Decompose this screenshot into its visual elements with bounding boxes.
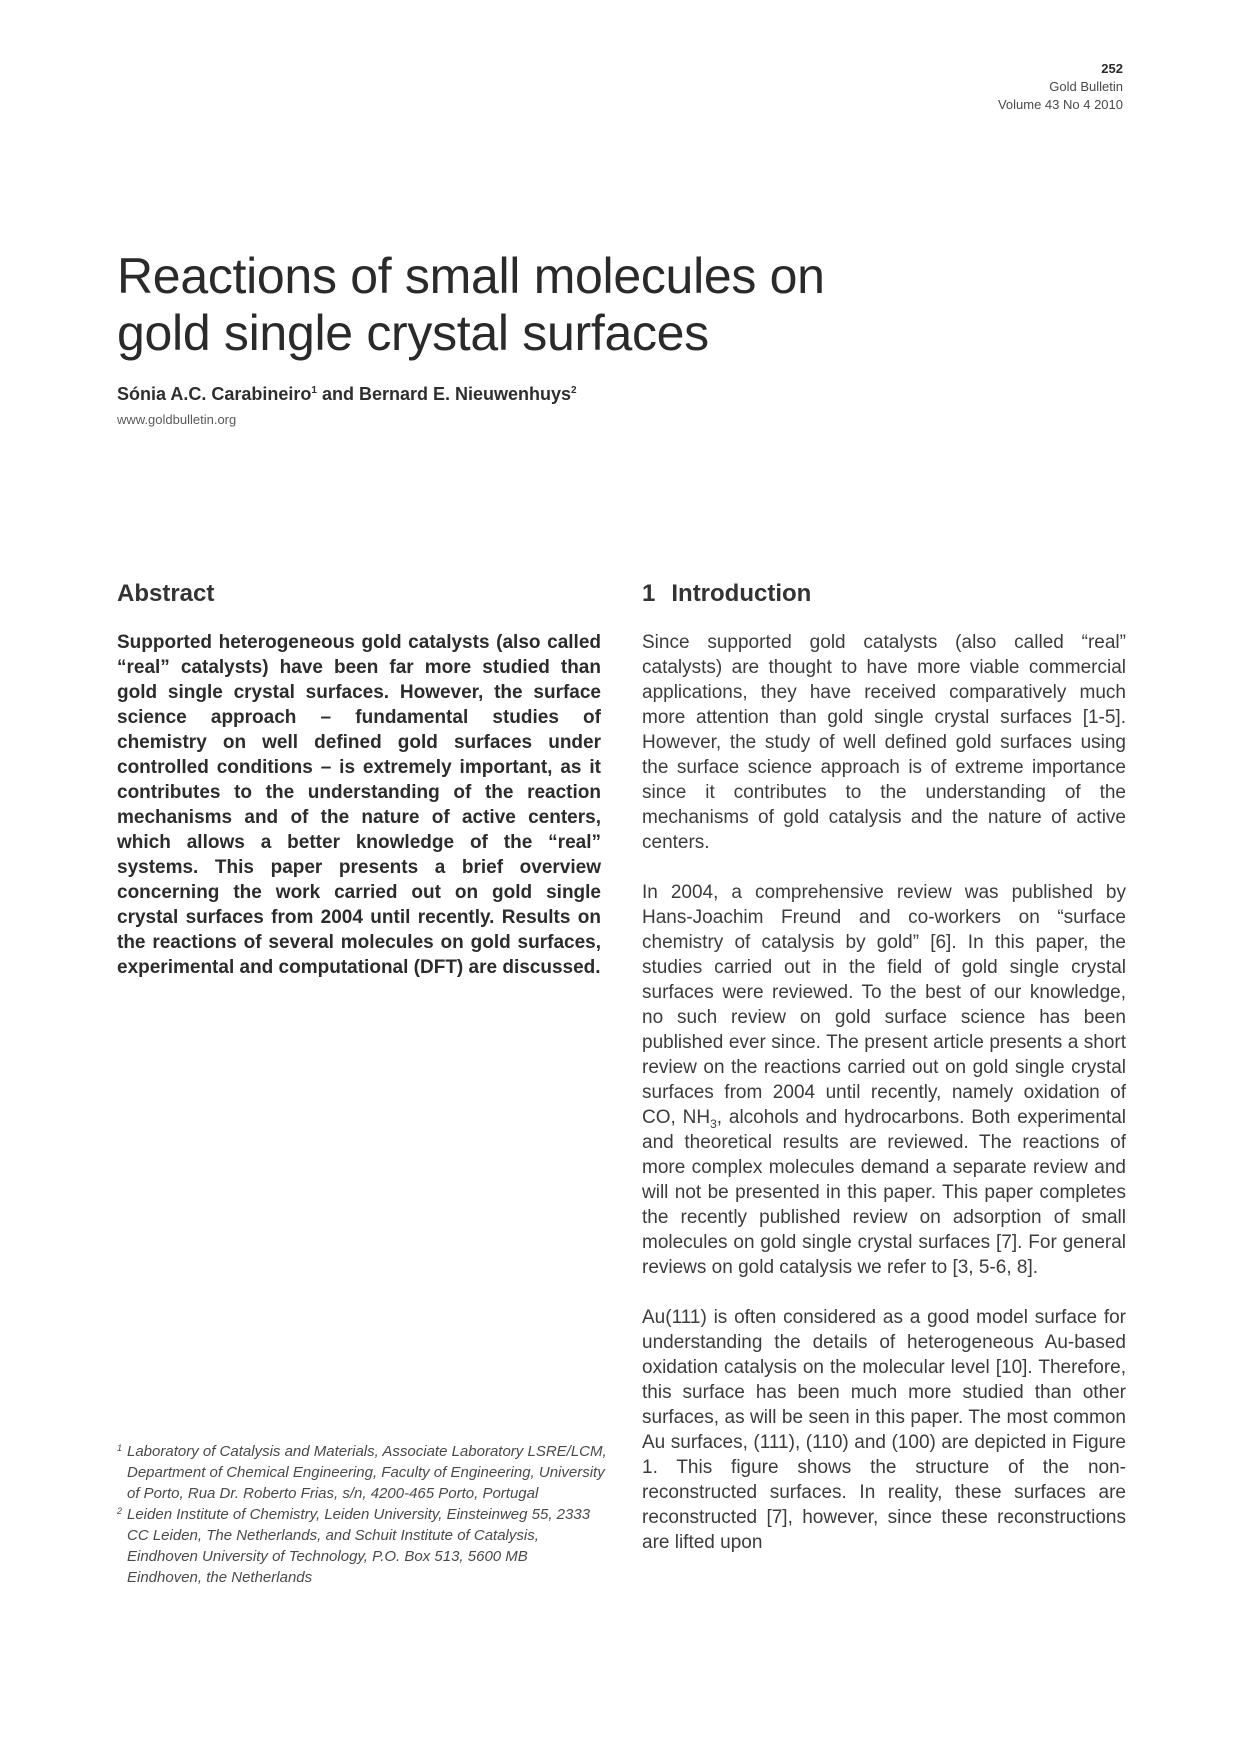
author-1-affiliation-mark: 1 [311,385,317,396]
introduction-body [642,630,1126,1580]
article-title-line-2: gold single crystal surfaces [117,305,709,361]
footnote-2-text: Leiden Institute of Chemistry, Leiden University, Einsteinweg 55, 2333 CC Leiden, The Netherlands, and Schuit Institute of Catalysis, Eindhoven University of Technology, P.O. Box 513, 5600 MB Eindhoven, the Netherlands [127,1506,591,1586]
abstract-heading: Abstract [117,580,215,607]
section-number: 1 [642,580,656,607]
article-title-line-1: Reactions of small molecules on [117,248,825,304]
intro-paragraph-2-text-a: In 2004, a comprehensive review was published by Hans-Joachim Freund and co-workers on “surface chemistry of catalysis by gold” [6]. In this paper, the studies carried out in the field of gold single crystal surfaces were reviewed. To the best of our knowledge, no such review on gold surface science has been published ever since. The present article presents a short review on the reactions carried out on gold single crystal surfaces from 2004 until recently, namely oxidation of CO, NH [642,882,1126,1128]
section-title: Introduction [671,580,812,607]
journal-issue: Volume 43 No 4 2010 [997,97,1123,112]
author-2: Bernard E. Nieuwenhuys [358,384,572,404]
running-header [998,60,1123,114]
article-title [117,248,937,362]
footnote-2-mark: 2 [117,1506,123,1516]
intro-paragraph-3: Au(111) is often considered as a good model surface for understanding the details of heterogeneous Au-based oxidation catalysis on the molecular level [10]. Therefore, this surface has been much more studied than other surfaces, as will be seen in this paper. The most common Au surfaces, (111), (110) and (100) are depicted in Figure 1. This figure shows the structure of the non-reconstructed surfaces. In reality, these surfaces are reconstructed [7], however, since these reconstructions are lifted upon [642,1307,1126,1553]
introduction-heading [642,580,811,608]
abstract-text: Supported heterogeneous gold catalysts (also called “real” catalysts) have been far more studied than gold single crystal surfaces. However, the surface science approach – fundamental studies of chemistry on well defined gold surfaces under controlled conditions – is extremely important, as it contributes to the understanding of the reaction mechanisms and of the nature of active centers, which allows a better knowledge of the “real” systems. This paper presents a brief overview concerning the work carried out on gold single crystal surfaces from 2004 until recently. Results on the reactions of several molecules on gold surfaces, experimental and computational (DFT) are discussed. [117,632,601,978]
affiliation-footnotes [117,1441,607,1588]
footnote-1 [117,1441,607,1504]
journal-url: www.goldbulletin.org [117,412,237,427]
page-number: 252 [1101,61,1123,76]
footnote-1-text: Laboratory of Catalysis and Materials, Associate Laboratory LSRE/LCM, Department of Chemical Engineering, Faculty of Engineering, University of Porto, Rua Dr. Roberto Frias, s/n, 4200-465 Porto, Portugal [127,1443,607,1502]
intro-paragraph-1: Since supported gold catalysts (also called “real” catalysts) are thought to have more viable commercial applications, they have received comparatively much more attention than gold single crystal surfaces [1-5]. However, the study of well defined gold surfaces using the surface science approach is of extreme importance since it contributes to the understanding of the mechanisms of gold catalysis and the nature of active centers. [642,632,1126,853]
author-1: Sónia A.C. Carabineiro [117,384,312,404]
journal-name: Gold Bulletin [1049,79,1123,94]
author-2-affiliation-mark: 2 [571,385,577,396]
subscript-3: 3 [710,1116,717,1131]
footnote-1-mark: 1 [117,1443,123,1453]
footnote-2 [117,1504,607,1588]
intro-paragraph-2 [642,880,1126,1280]
intro-paragraph-2-text-b: , alcohols and hydrocarbons. Both experimental and theoretical results are reviewed. The reactions of more complex molecules demand a separate review and will not be presented in this paper. This paper completes the recently published review on adsorption of small molecules on gold single crystal surfaces [7]. For general reviews on gold catalysis we refer to [3, 5-6, 8]. [642,1107,1126,1278]
author-separator: and [316,384,359,404]
author-list [117,384,577,405]
